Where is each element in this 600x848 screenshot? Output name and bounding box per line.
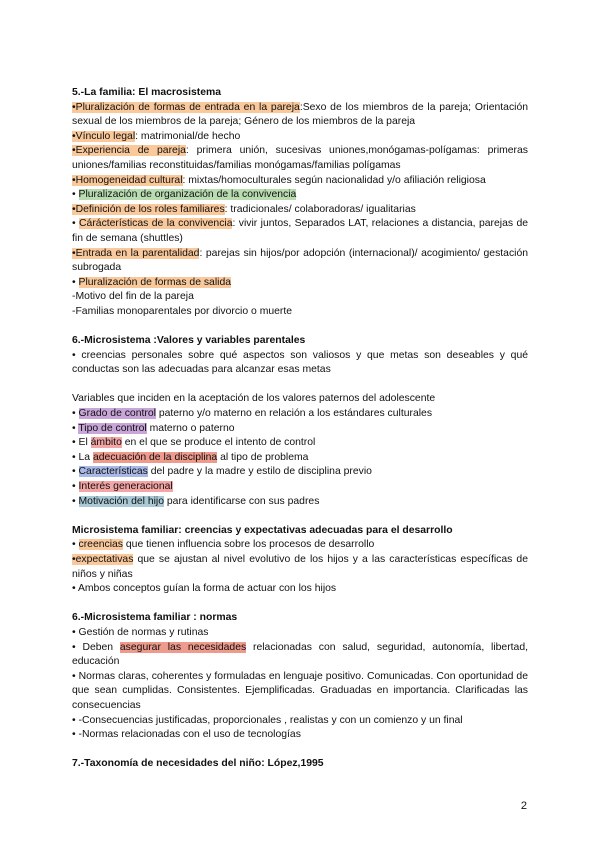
highlight: ámbito xyxy=(90,437,122,449)
list-item: •Pluralización de formas de entrada en la pareja:Sexo de los miembros de la pareja; Orientación sexual de los miembros de la pareja; Género de los miembros de la pareja xyxy=(72,101,528,128)
list-item: -Familias monoparentales por divorcio o muerte xyxy=(72,305,293,317)
list-item: •Definición de los roles familiares: tradicionales/ colaboradoras/ igualitarias xyxy=(72,203,416,215)
list-item: • Características del padre y la madre y estilo de disciplina previo xyxy=(72,466,372,478)
list-item: • Cárácterísticas de la convivencia: vivir juntos, Separados LAT, relaciones a distancia, parejas de fin de semana (shuttles) xyxy=(72,218,529,244)
section-6a-title: 6.-Microsistema :Valores y variables parentales xyxy=(72,335,306,347)
list-item: •Experiencia de pareja: primera unión, sucesivas uniones,monógamas-polígamas: primeras uniones/familias reconstituidas/familias monógamas/familias polígamas xyxy=(72,145,528,171)
list-item: • El ámbito en el que se produce el intento de control xyxy=(72,437,316,449)
highlight: Pluralización de organización de la convivencia xyxy=(78,189,297,201)
highlight: •Definición de los roles familiares xyxy=(72,203,225,215)
highlight: •Vínculo legal xyxy=(72,130,136,142)
highlight: •Pluralización de formas de entrada en la pareja xyxy=(72,101,300,113)
highlight: Características xyxy=(78,466,148,478)
highlight: Pluralización de formas de salida xyxy=(78,276,232,288)
highlight: Motivación del hijo xyxy=(78,495,165,507)
list-item: • Pluralización de organización de la convivencia xyxy=(72,189,297,201)
list-item: •Homogeneidad cultural: mixtas/homoculturales según nacionalidad y/o afiliación religiosa xyxy=(72,174,486,186)
list-item: • Ambos conceptos guían la forma de actuar con los hijos xyxy=(72,583,337,595)
section-6c-title: 6.-Microsistema familiar : normas xyxy=(72,612,238,624)
highlight: Interés generacional xyxy=(78,481,173,493)
page-number: 2 xyxy=(520,800,527,812)
list-item: • -Consecuencias justificadas, proporcionales , realistas y con un comienzo y un final xyxy=(72,714,463,726)
list-item: •Entrada en la parentalidad: parejas sin hijos/por adopción (internacional)/ acogimiento/ gestación subrogada xyxy=(72,247,529,274)
highlight: creencias xyxy=(78,539,124,551)
list-item: •expectativas que se ajustan al nivel evolutivo de los hijos y a las características específicas de niños y niñas xyxy=(72,554,528,580)
list-item: •Vínculo legal: matrimonial/de hecho xyxy=(72,130,241,142)
highlight: •Homogeneidad cultural xyxy=(72,174,183,186)
section-6b-title: Microsistema familiar: creencias y expectativas adecuadas para el desarrollo xyxy=(72,524,453,536)
list-item: • Interés generacional xyxy=(72,481,173,493)
list-item: • creencias personales sobre qué aspectos son valiosos y que metas son deseables y qué conductas son las adecuadas para alcanzar esas metas xyxy=(72,349,528,376)
document-page xyxy=(72,86,528,772)
list-item: • Normas claras, coherentes y formuladas en lenguaje positivo. Comunicadas. Con oportunidad de que sean cumplidas. Consistentes. Ejemplificadas. Graduadas en importancia. Clarificadas las consecuencias xyxy=(72,670,528,711)
list-item: • Motivación del hijo para identificarse con sus padres xyxy=(72,495,320,507)
list-item: • Tipo de control materno o paterno xyxy=(72,422,235,434)
list-item: • -Normas relacionadas con el uso de tecnologías xyxy=(72,729,301,741)
section-7-title: 7.-Taxonomía de necesidades del niño: López,1995 xyxy=(72,758,324,770)
highlight: •expectativas xyxy=(72,554,134,565)
highlight: •Entrada en la parentalidad xyxy=(72,247,200,259)
highlight: adecuación de la disciplina xyxy=(92,451,218,463)
list-item: -Motivo del fin de la pareja xyxy=(72,291,194,303)
highlight: •Experiencia de pareja xyxy=(72,145,186,157)
list-item: • La adecuación de la disciplina al tipo de problema xyxy=(72,451,309,463)
paragraph: Variables que inciden en la aceptación de los valores paternos del adolescente xyxy=(72,393,436,405)
highlight: Grado de control xyxy=(78,408,156,420)
list-item: • Pluralización de formas de salida xyxy=(72,276,232,288)
highlight: asegurar las necesidades xyxy=(119,641,247,653)
list-item: • Gestión de normas y rutinas xyxy=(72,626,209,638)
section-5-title: 5.-La familia: El macrosistema xyxy=(72,87,221,98)
highlight: Cárácterísticas de la convivencia xyxy=(79,218,233,230)
list-item: • Deben asegurar las necesidades relacionadas con salud, seguridad, autonomía, libertad, educación xyxy=(72,641,528,668)
list-item: • Grado de control paterno y/o materno en relación a los estándares culturales xyxy=(72,408,433,420)
highlight: Tipo de control xyxy=(78,422,147,434)
list-item: • creencias que tienen influencia sobre los procesos de desarrollo xyxy=(72,539,375,551)
